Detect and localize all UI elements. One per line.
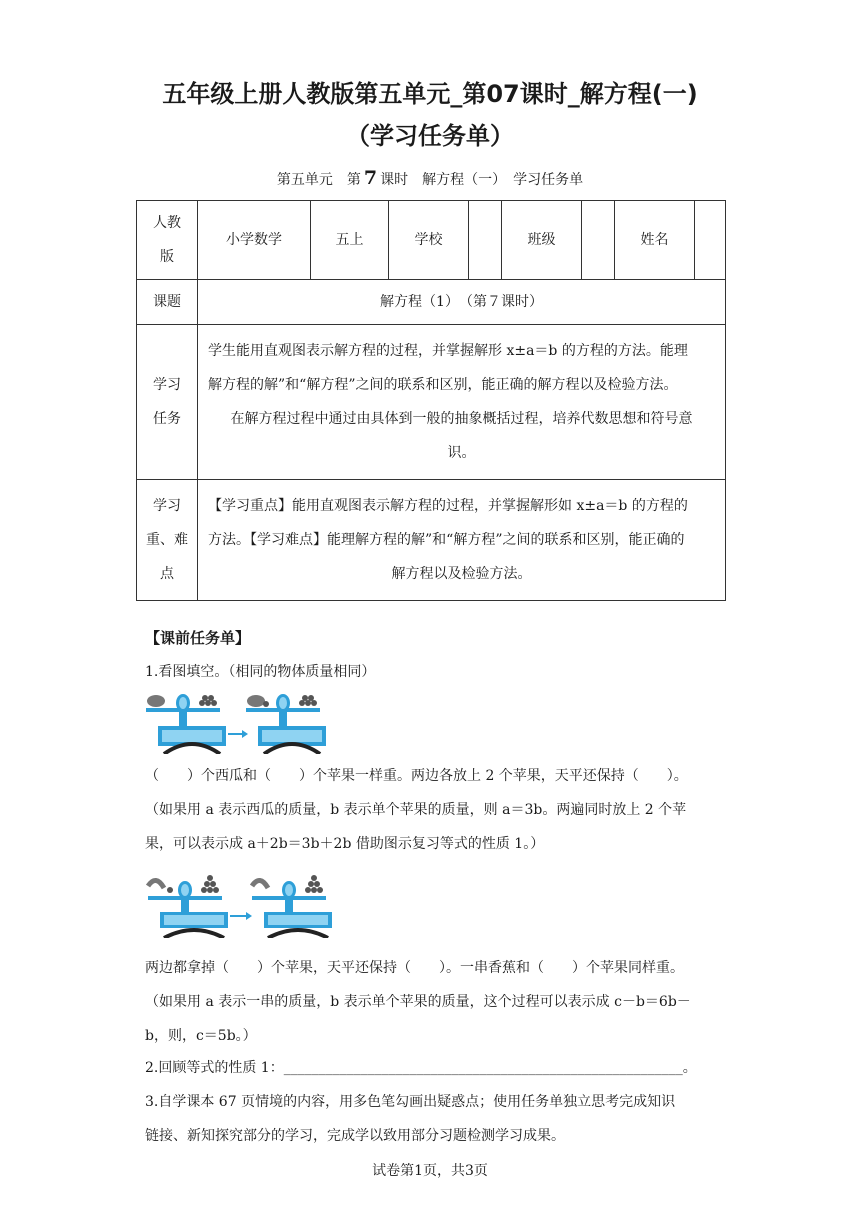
question-2: 2.回顾等式的性质 1：_________________________________________________________。 [145, 1060, 697, 1076]
lesson-subtitle [0, 167, 860, 189]
school-field[interactable] [469, 201, 502, 280]
question-1-fill: （ ）个西瓜和（ ）个苹果一样重。两边各放上 2 个苹果，天平还保持（ ）。 [145, 768, 688, 784]
key-points-line: 方法。【学习难点】能理解方程的解”和“解方程”之间的联系和区别，能正确的 [208, 532, 685, 548]
task-label [137, 325, 198, 480]
question-1-note-line: （如果用 a 表示西瓜的质量，b 表示单个苹果的质量，则 a＝3b。两遍同时放上 2 个苹 [145, 802, 687, 818]
balance-scale-illustration-1 [142, 692, 332, 754]
publisher-label-a: 人教 [153, 215, 181, 231]
question-1-note-line: 果，可以表示成 a＋2b＝3b＋2b 借助图示复习等式的性质 1。） [145, 836, 545, 852]
key-points-line: 解方程以及检验方法。 [391, 566, 532, 582]
task-label-b: 任务 [153, 411, 181, 427]
question-1-note-2-line: b，则，c＝5b。） [145, 1028, 257, 1044]
question-1-note-2-line: （如果用 a 表示一串的质量，b 表示单个苹果的质量，这个过程可以表示成 c－b＝6b－ [145, 994, 691, 1010]
publisher-label-b: 版 [160, 249, 174, 265]
key-points-label-b: 重、难 [146, 532, 188, 548]
task-label-a: 学习 [153, 377, 181, 393]
question-3-line: 3.自学课本 67 页情境的内容，用多色笔勾画出疑惑点；使用任务单独立思考完成知识 [145, 1094, 676, 1110]
publisher-cell [137, 201, 198, 280]
subject-cell: 小学数学 [198, 201, 311, 280]
balance-scale-left [148, 875, 228, 938]
section-heading: 【课前任务单】 [145, 629, 251, 647]
key-points-content [198, 480, 726, 601]
task-line: 在解方程过程中通过由具体到一般的抽象概括过程，培养代数思想和符号意 [230, 411, 693, 427]
task-line: 识。 [447, 445, 476, 461]
class-label: 班级 [502, 201, 582, 280]
balance-scale-right [246, 694, 326, 754]
key-points-label-c: 点 [160, 566, 174, 582]
balance-scale-right [252, 875, 332, 938]
balance-scale-illustration-2 [142, 872, 334, 938]
task-line: 解方程的解”和“解方程”之间的联系和区别，能正确的解方程以及检验方法。 [208, 377, 678, 393]
document-title: 五年级上册人教版第五单元_第07课时_解方程(一) [162, 80, 698, 108]
topic-label: 课题 [137, 280, 198, 325]
lesson-info-table [136, 200, 726, 601]
subtitle-lesson-number: 7 [363, 167, 378, 189]
grade-cell: 五上 [311, 201, 389, 280]
balance-scale-left [146, 694, 226, 754]
question-1-fill-2: 两边都拿掉（ ）个苹果，天平还保持（ ）。一串香蕉和（ ）个苹果同样重。 [145, 960, 684, 976]
arrow-icon [230, 912, 252, 920]
subtitle-part-b: 课时 解方程（一） 学习任务单 [380, 172, 584, 188]
document-title-subtitle: （学习任务单） [346, 122, 514, 150]
topic-value: 解方程（1） （第７课时） [198, 280, 726, 325]
task-line: 学生能用直观图表示解方程的过程，并掌握解形 x±a＝b 的方程的方法。能理 [208, 343, 688, 359]
school-label: 学校 [389, 201, 469, 280]
class-field[interactable] [582, 201, 615, 280]
question-3-line: 链接、新知探究部分的学习，完成学以致用部分习题检测学习成果。 [145, 1128, 565, 1144]
subtitle-part-a: 第五单元 第 [276, 172, 361, 188]
key-points-line: 【学习重点】能用直观图表示解方程的过程，并掌握解形如 x±a＝b 的方程的 [208, 498, 688, 514]
key-points-label-a: 学习 [153, 498, 181, 514]
page-footer: 试卷第1页，共3页 [372, 1163, 488, 1179]
question-1: 1.看图填空。（相同的物体质量相同） [145, 664, 376, 680]
arrow-icon [228, 730, 248, 738]
task-content [198, 325, 726, 480]
key-points-label [137, 480, 198, 601]
name-field[interactable] [695, 201, 726, 280]
name-label: 姓名 [615, 201, 695, 280]
